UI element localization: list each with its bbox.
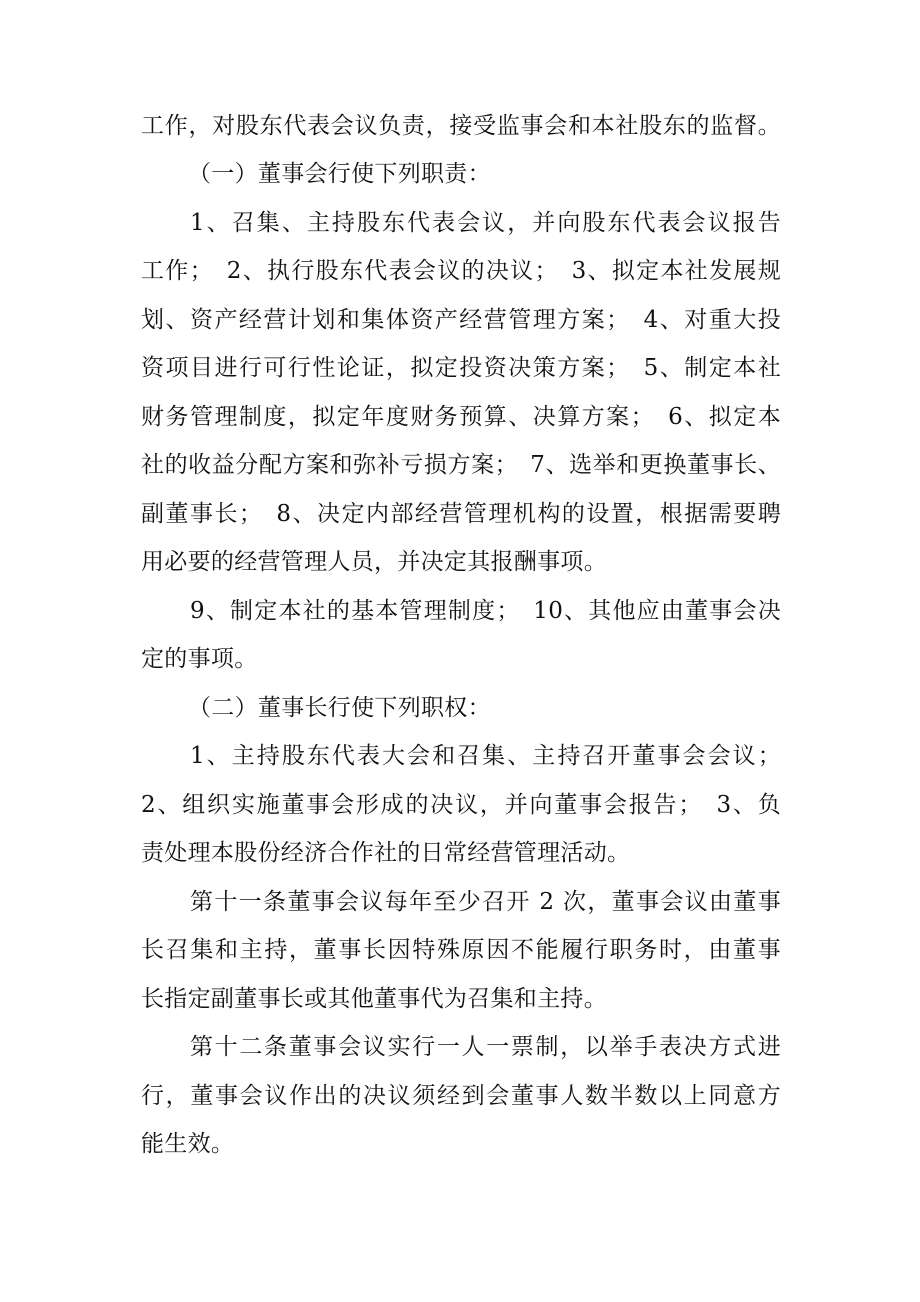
text-line: 1、主持股东代表大会和召集、主持召开董事会会议；: [190, 743, 781, 769]
text-line: 财务管理制度，拟定年度财务预算、决算方案； 6、拟定本: [141, 404, 781, 430]
text-line: 第十二条董事会议实行一人一票制，以举手表决方式进: [190, 1034, 781, 1060]
text-line: 划、资产经营计划和集体资产经营管理方案； 4、对重大投: [141, 307, 781, 333]
text-line: 社的收益分配方案和弥补亏损方案； 7、选举和更换董事长、: [141, 452, 781, 478]
text-line: 第十一条董事会议每年至少召开 2 次，董事会议由董事: [190, 889, 781, 915]
text-line: 9、制定本社的基本管理制度； 10、其他应由董事会决: [190, 598, 781, 624]
text-line: 定的事项。: [141, 646, 258, 672]
text-line: 能生效。: [141, 1131, 235, 1157]
section-heading-chairman-powers: （二）董事长行使下列职权：: [188, 695, 491, 721]
text-line: 用必要的经营管理人员，并决定其报酬事项。: [141, 549, 607, 575]
text-line: 行，董事会议作出的决议须经到会董事人数半数以上同意方: [141, 1083, 781, 1109]
text-line: 副董事长； 8、决定内部经营管理机构的设置，根据需要聘: [141, 501, 781, 527]
text-line: 2、组织实施董事会形成的决议，并向董事会报告； 3、负: [141, 792, 781, 818]
text-line: 资项目进行可行性论证，拟定投资决策方案； 5、制定本社: [141, 355, 781, 381]
text-line: 长召集和主持，董事长因特殊原因不能履行职务时，由董事: [141, 937, 781, 963]
text-line: 1、召集、主持股东代表会议，并向股东代表会议报告: [190, 210, 781, 236]
text-line: 责处理本股份经济合作社的日常经营管理活动。: [141, 840, 631, 866]
text-line: 工作，对股东代表会议负责，接受监事会和本社股东的监督。: [141, 113, 781, 139]
text-line: 长指定副董事长或其他董事代为召集和主持。: [141, 986, 607, 1012]
text-line: 工作； 2、执行股东代表会议的决议； 3、拟定本社发展规: [141, 258, 781, 284]
section-heading-board-duties: （一）董事会行使下列职责：: [188, 161, 491, 187]
